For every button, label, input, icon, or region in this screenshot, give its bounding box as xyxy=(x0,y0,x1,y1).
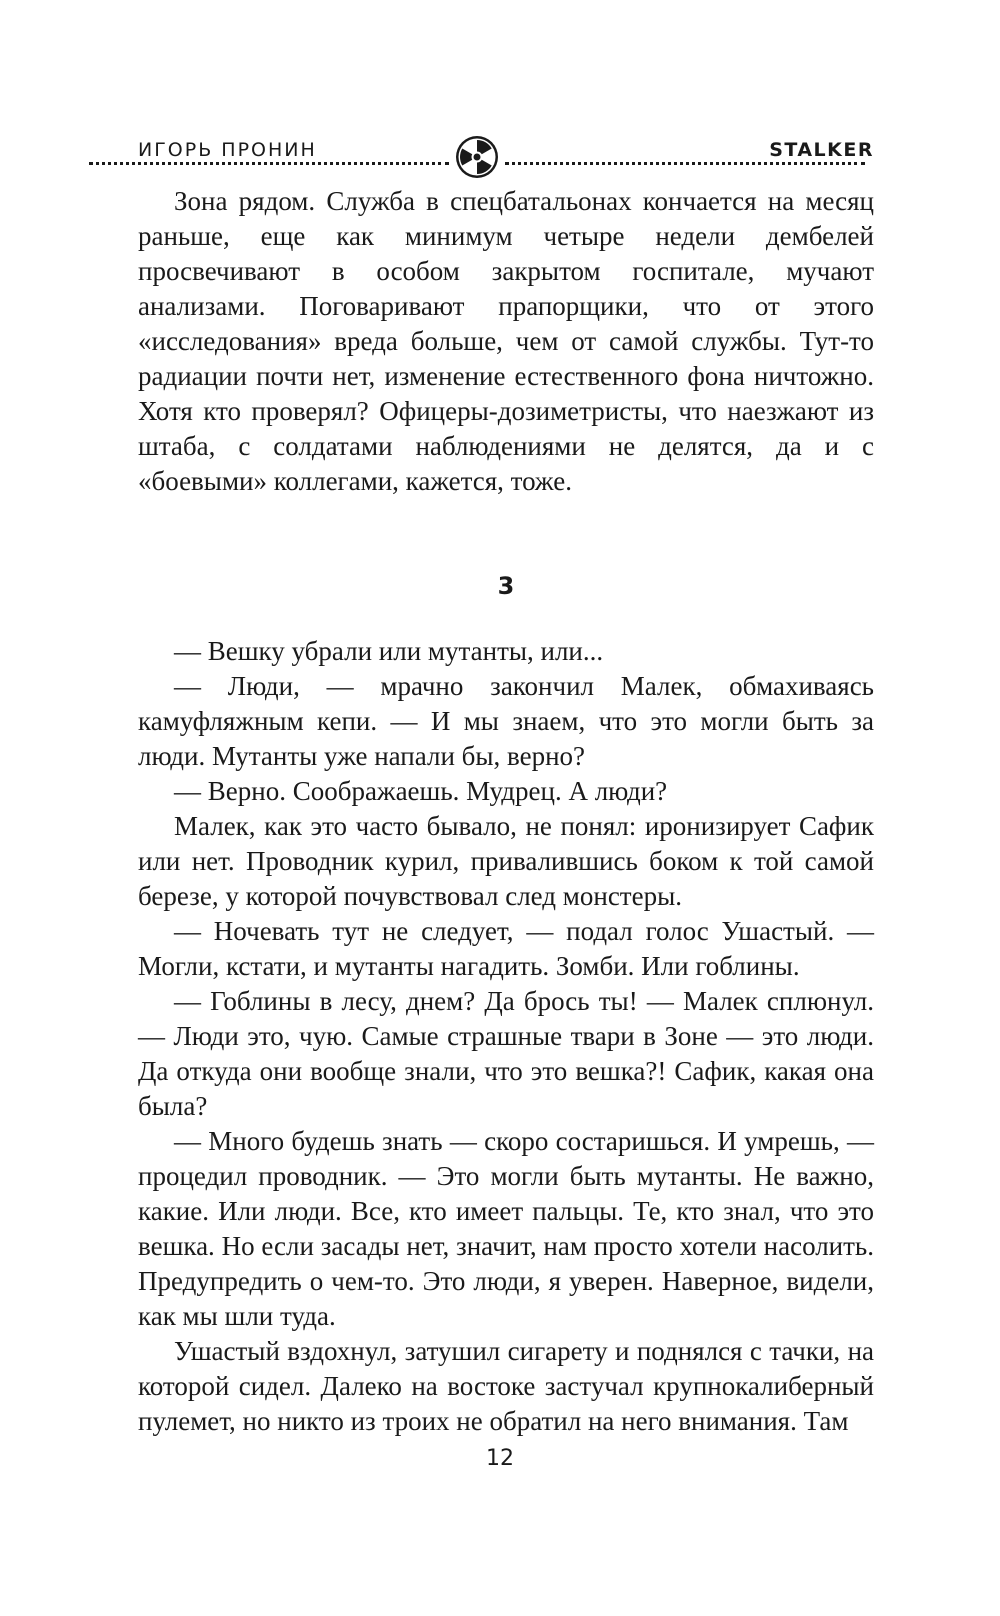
body-text xyxy=(138,184,874,1439)
paragraph: — Гоблины в лесу, днем? Да брось ты! — Малек сплюнул. — Люди это, чую. Самые страшные твари в Зоне — это люди. Да откуда они вообще знали, что это вешка?! Сафик, какая она была? xyxy=(138,986,874,1121)
paragraph: — Люди, — мрачно закончил Малек, обмахиваясь камуфляжным кепи. — И мы знаем, что это могли быть за люди. Мутанты уже напали бы, верно? xyxy=(138,671,874,771)
paragraph: — Ночевать тут не следует, — подал голос Ушастый. — Могли, кстати, и мутанты нагадить. Зомби. Или гоблины. xyxy=(138,916,874,981)
running-header xyxy=(138,130,874,170)
paragraph: Ушастый вздохнул, затушил сигарету и поднялся с тачки, на которой сидел. Далеко на востоке застучал крупнокалиберный пулемет, но никто из троих не обратил на него внимания. Там xyxy=(138,1336,874,1436)
paragraph: Малек, как это часто бывало, не понял: иронизирует Сафик или нет. Проводник курил, привалившись боком к той самой березе, у которой почувствовал след монстеры. xyxy=(138,811,874,911)
header-series: STALKER xyxy=(769,139,875,161)
header-dotted-rule-right xyxy=(505,162,865,165)
header-dotted-rule-left xyxy=(89,162,449,165)
header-author: ИГОРЬ ПРОНИН xyxy=(138,139,317,161)
intro-paragraph: Зона рядом. Служба в спецбатальонах кончается на месяц раньше, еще как минимум четыре недели дембелей просвечивают в особом закрытом госпитале, мучают анализами. Поговаривают прапорщики, что от этого «исследования» вреда больше, чем от самой службы. Тут-то радиации почти нет, изменение естественного фона ничтожно. Хотя кто проверял? Офицеры-дозиметристы, что наезжают из штаба, с солдатами наблюдениями не делятся, да и с «боевыми» коллегами, кажется, тоже. xyxy=(138,186,874,496)
radiation-icon xyxy=(455,135,499,179)
page-number: 12 xyxy=(486,1446,514,1471)
chapter-number: 3 xyxy=(497,572,515,600)
paragraph: — Вешку убрали или мутанты, или... xyxy=(174,636,604,666)
book-page xyxy=(138,130,874,1439)
paragraph: — Много будешь знать — скоро состаришься. И умрешь, — процедил проводник. — Это могли быть мутанты. Не важно, какие. Или люди. Все, кто имеет пальцы. Те, кто знал, что это вешка. Но если засады нет, значит, нам просто хотели насолить. Предупредить о чем-то. Это люди, я уверен. Наверное, видели, как мы шли туда. xyxy=(138,1126,874,1331)
paragraph: — Верно. Соображаешь. Мудрец. А люди? xyxy=(174,776,668,806)
